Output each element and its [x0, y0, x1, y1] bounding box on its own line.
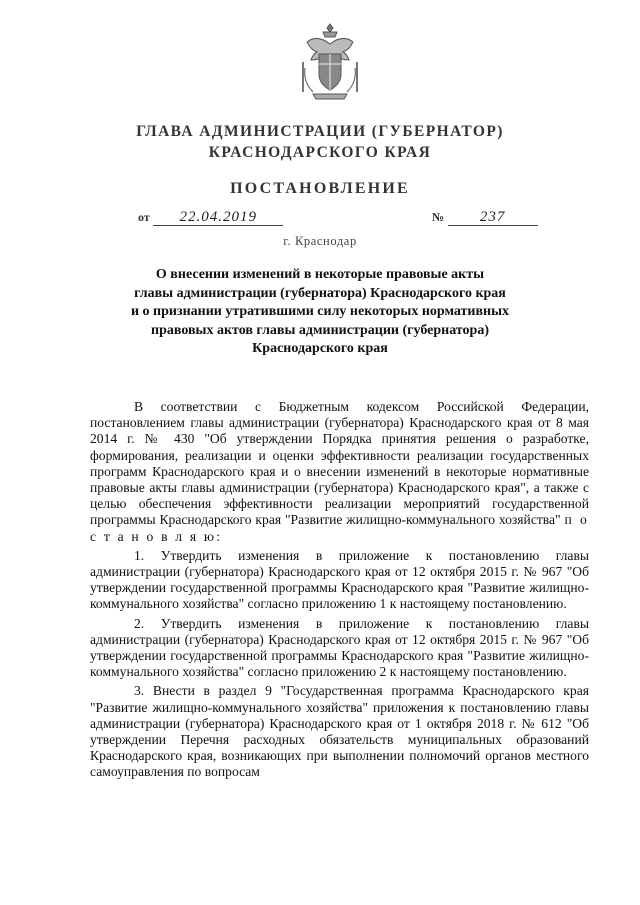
city-label: г. Краснодар	[283, 234, 357, 248]
number-field	[432, 210, 538, 226]
document-title	[100, 266, 540, 359]
title-line: правовых актов главы администрации (губернатора)	[151, 322, 489, 338]
item-2-paragraph: 2. Утвердить изменения в приложение к постановлению главы администрации (губернатора) Краснодарского края от 12 октября 2015 г. № 967 "Об утверждении государственной программы Краснодарского края "Развитие жилищно-коммунального хозяйства" согласно приложению 2 к настоящему постановлению.	[90, 615, 589, 680]
date-field	[138, 210, 283, 226]
resolve-word: п о с т а н о в л я ю:	[90, 512, 589, 544]
title-line: главы администрации (губернатора) Краснодарского края	[134, 285, 506, 301]
coat-of-arms-icon	[299, 22, 361, 102]
number-value: 237	[448, 210, 538, 226]
number-label: №	[432, 210, 445, 224]
date-label: от	[138, 210, 150, 224]
item-1-paragraph: 1. Утвердить изменения в приложение к постановлению главы администрации (губернатора) Краснодарского края от 12 октября 2015 г. № 967 "Об утверждении государственной программы Краснодарского края "Развитие жилищно-коммунального хозяйства" согласно приложению 1 к настоящему постановлению.	[90, 547, 589, 612]
org-name-line1: ГЛАВА АДМИНИСТРАЦИИ (ГУБЕРНАТОР)	[136, 123, 504, 140]
title-line: и о признании утратившими силу некоторых нормативных	[130, 304, 510, 319]
item-3-paragraph: 3. Внести в раздел 9 "Государственная программа Краснодарского края "Развитие жилищно-коммунального хозяйства" приложения к постановлению главы администрации (губернатора) Краснодарского края от 1 октября 2018 г. № 612 "Об утверждении Перечня расходных обязательств муниципальных образований Краснодарского края, возникающих при выполнении полномочий органов местного самоуправления по вопросам	[90, 683, 589, 780]
date-value: 22.04.2019	[153, 210, 283, 226]
document-type: ПОСТАНОВЛЕНИЕ	[230, 180, 410, 197]
title-line: О внесении изменений в некоторые правовые акты	[155, 267, 485, 282]
intro-text: В соответствии с Бюджетным кодексом Российской Федерации, постановлением главы администрации (губернатора) Краснодарского края от 8 мая 2014 г. № 430 "Об утверждении Порядка принятия решения о разработке, формирования, реализации и оценки эффективности реализации государственных программ Краснодарского края и о внесении изменений в некоторые нормативные правовые акты главы администрации (губернатора) Краснодарского края", а также с целью обеспечения эффективности реализации мероприятий государственной программы Краснодарского края "Развитие жилищно-коммунального хозяйства"	[90, 399, 589, 528]
document-body	[90, 399, 589, 784]
org-name-line2: КРАСНОДАРСКОГО КРАЯ	[208, 144, 432, 161]
title-line: Краснодарского края	[252, 341, 388, 356]
intro-paragraph	[90, 399, 589, 545]
